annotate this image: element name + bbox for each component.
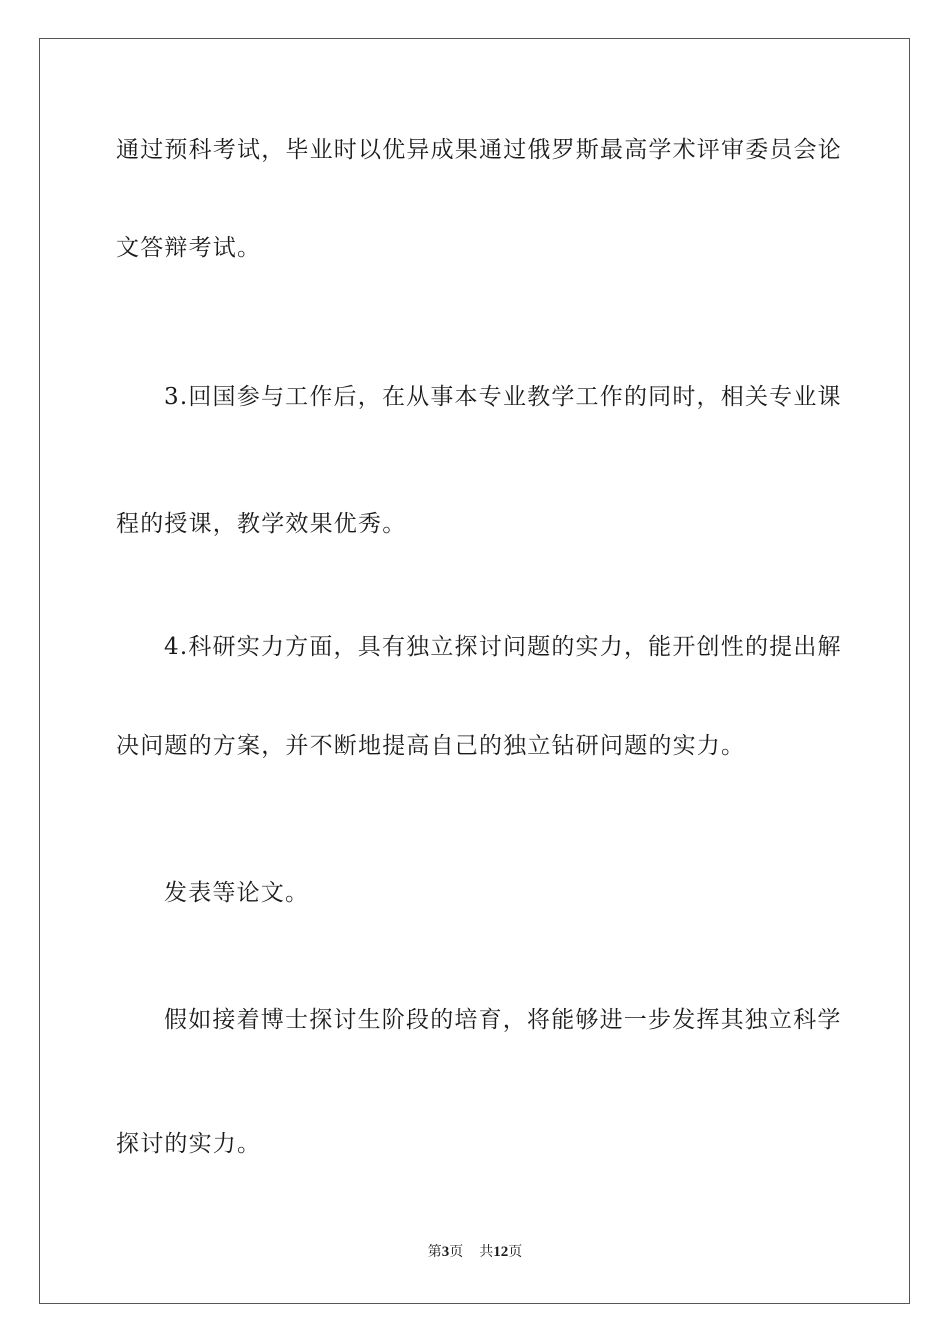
body-line-1: 通过预科考试，毕业时以优异成果通过俄罗斯最高学术评审委员会论 [116, 137, 842, 163]
body-line-5: 4.科研实力方面，具有独立探讨问题的实力，能开创性的提出解 [164, 634, 842, 660]
body-line-3: 3.回国参与工作后，在从事本专业教学工作的同时，相关专业课 [164, 384, 842, 410]
page-footer [0, 1242, 950, 1262]
body-line-6: 决问题的方案，并不断地提高自己的独立钻研问题的实力。 [116, 733, 746, 759]
body-line-4: 程的授课，教学效果优秀。 [116, 511, 407, 537]
footer-total-pages: 12 [493, 1244, 509, 1260]
body-line-7: 发表等论文。 [164, 880, 310, 906]
footer-page-number: 3 [441, 1244, 450, 1260]
footer-page-suffix: 页 [449, 1244, 464, 1260]
footer-total-prefix: 共 [479, 1244, 494, 1260]
body-line-8: 假如接着博士探讨生阶段的培育，将能够进一步发挥其独立科学 [164, 1007, 842, 1033]
page-frame [39, 38, 910, 1304]
footer-total-suffix: 页 [508, 1244, 523, 1260]
body-line-9: 探讨的实力。 [116, 1131, 262, 1157]
footer-page-prefix: 第 [427, 1244, 442, 1260]
body-line-2: 文答辩考试。 [116, 235, 262, 261]
